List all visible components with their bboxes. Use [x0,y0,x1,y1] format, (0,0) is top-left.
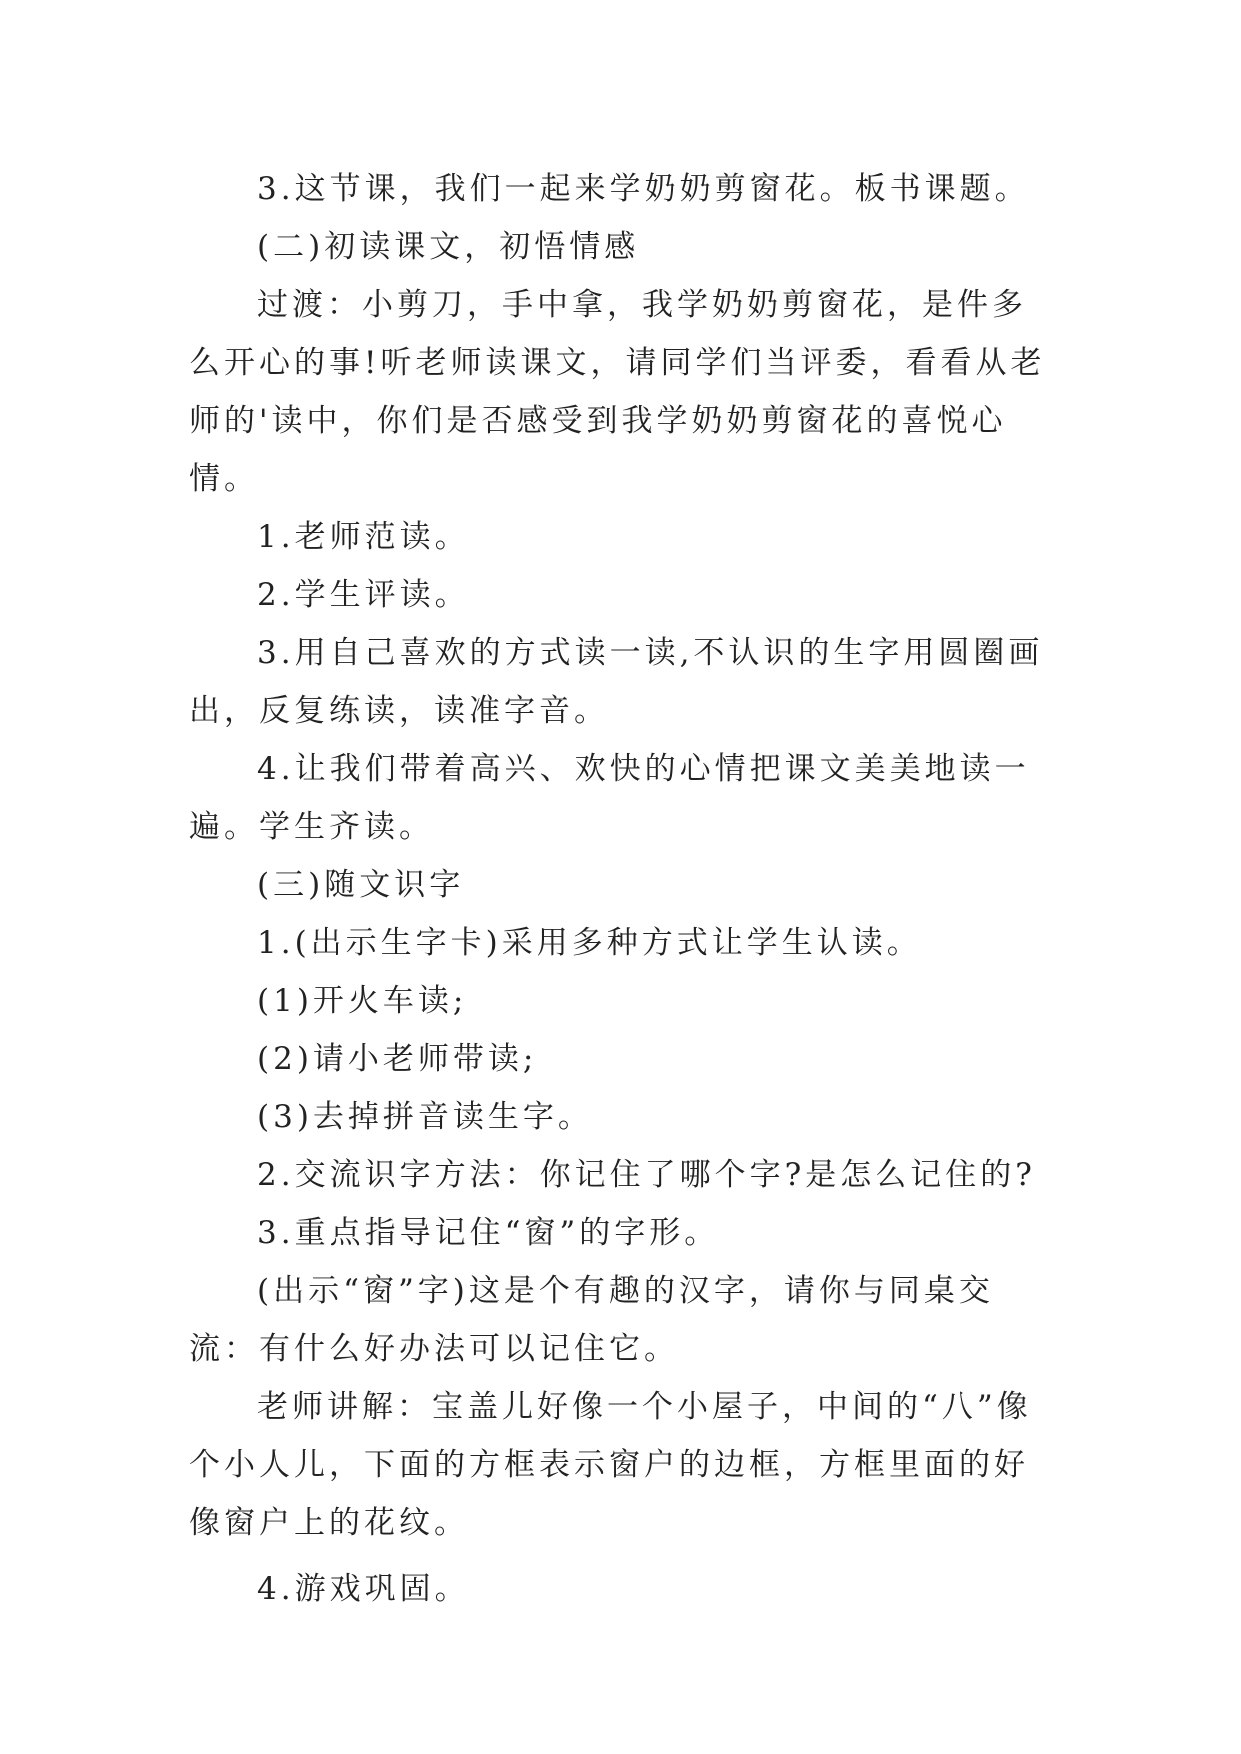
paragraph-lesson-title: 3.这节课，我们一起来学奶奶剪窗花。板书课题。 [257,171,1030,207]
list-item-character-window: 3.重点指导记住“窗”的字形。 [257,1215,720,1251]
list-item-free-reading: 3.用自己喜欢的方式读一读,不认识的生字用圆圈画出，反复练读，读准字音。 [189,635,1044,729]
paragraph-show-character: (出示“窗”字)这是个有趣的汉字，请你与同桌交流：有什么好办法可以记住它。 [189,1273,994,1367]
sub-item-little-teacher: (2)请小老师带读; [257,1041,538,1077]
list-item-student-review: 2.学生评读。 [257,577,470,613]
sub-item-without-pinyin: (3)去掉拼音读生字。 [257,1099,593,1135]
sub-item-train-reading: (1)开火车读; [257,983,468,1019]
heading-character-learning: (三)随文识字 [257,867,465,903]
list-item-game: 4.游戏巩固。 [257,1571,470,1607]
paragraph-transition: 过渡：小剪刀，手中拿，我学奶奶剪窗花，是件多么开心的事!听老师读课文，请同学们当评委，看看从老师的'读中，你们是否感受到我学奶奶剪窗花的喜悦心情。 [189,287,1046,497]
heading-initial-reading: (二)初读课文，初悟情感 [257,229,640,265]
list-item-word-cards: 1.(出示生字卡)采用多种方式让学生认读。 [257,925,922,961]
list-item-teacher-reading: 1.老师范读。 [257,519,470,555]
paragraph-teacher-explanation: 老师讲解：宝盖儿好像一个小屋子，中间的“八”像个小人儿，下面的方框表示窗户的边框，方框里面的好像窗户上的花纹。 [189,1389,1032,1541]
list-item-group-reading: 4.让我们带着高兴、欢快的心情把课文美美地读一遍。学生齐读。 [189,751,1030,845]
list-item-memory-methods: 2.交流识字方法：你记住了哪个字?是怎么记住的? [257,1157,1036,1193]
